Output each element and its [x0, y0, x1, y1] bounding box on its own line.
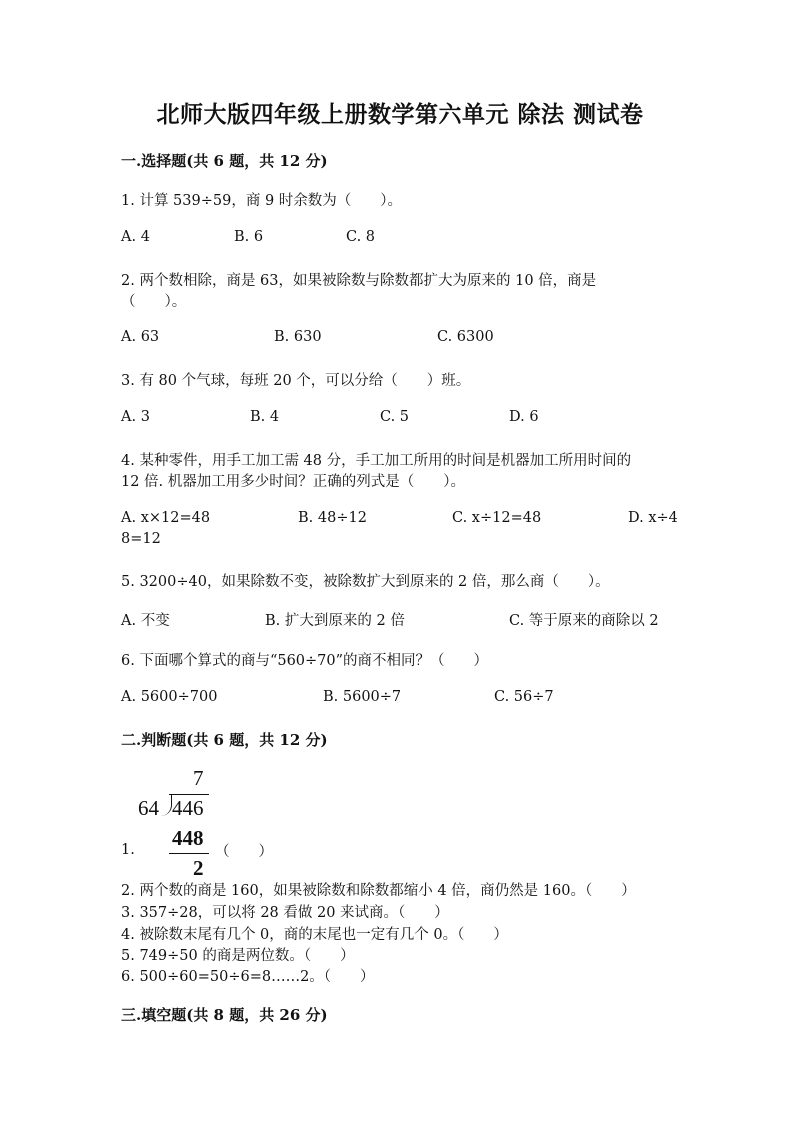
section-heading-true-false: 二.判断题(共 6 题，共 12 分) — [121, 731, 328, 749]
division-divisor: 64 — [138, 796, 159, 820]
division-bracket — [161, 794, 172, 816]
division-product: 448 — [172, 826, 204, 850]
tf-item-2: 2. 两个数的商是 160，如果被除数和除数都缩小 4 倍，商仍然是 160。（ ） — [121, 883, 636, 899]
question-1: 1. 计算 539÷59，商 9 时余数为（ ）。 — [121, 193, 403, 209]
q6-option-a: A. 5600÷700 — [121, 689, 218, 705]
q4-option-d-wrap: 8=12 — [121, 531, 161, 547]
question-4-line2: 12 倍. 机器加工用多少时间？正确的列式是（ ）。 — [121, 474, 466, 490]
question-6: 6. 下面哪个算式的商与“560÷70”的商不相同？（ ） — [121, 653, 489, 669]
question-2-line1: 2. 两个数相除，商是 63，如果被除数与除数都扩大为原来的 10 倍，商是 — [121, 273, 597, 289]
tf-item-4: 4. 被除数末尾有几个 0，商的末尾也一定有几个 0。（ ） — [121, 927, 508, 943]
q6-option-b: B. 5600÷7 — [323, 689, 402, 705]
q2-option-a: A. 63 — [121, 329, 160, 345]
q5-option-c: C. 等于原来的商除以 2 — [509, 613, 659, 629]
q4-option-c: C. x÷12=48 — [452, 510, 542, 526]
q5-option-a: A. 不变 — [121, 613, 170, 629]
q1-option-b: B. 6 — [234, 229, 264, 245]
division-bar — [169, 794, 209, 795]
tf-item-3: 3. 357÷28，可以将 28 看做 20 来试商。（ ） — [121, 905, 449, 921]
q4-option-b: B. 48÷12 — [298, 510, 367, 526]
division-underline — [169, 853, 209, 854]
section-heading-fill-blank: 三.填空题(共 8 题，共 26 分) — [121, 1006, 328, 1024]
q3-option-d: D. 6 — [509, 409, 539, 425]
division-quotient: 7 — [193, 766, 204, 790]
q5-option-b: B. 扩大到原来的 2 倍 — [265, 613, 405, 629]
division-remainder: 2 — [193, 856, 204, 880]
q3-option-a: A. 3 — [121, 409, 150, 425]
section-heading-choice: 一.选择题(共 6 题，共 12 分) — [121, 152, 328, 170]
long-division-figure — [135, 764, 235, 884]
tf-item-6: 6. 500÷60=50÷6=8……2。（ ） — [121, 969, 375, 985]
q4-option-a: A. x×12=48 — [121, 510, 211, 526]
question-4-line1: 4. 某种零件，用手工加工需 48 分，手工加工所用的时间是机器加工所用时间的 — [121, 453, 632, 469]
division-dividend: 446 — [172, 796, 204, 820]
question-5: 5. 3200÷40，如果除数不变，被除数扩大到原来的 2 倍，那么商（ ）。 — [121, 574, 610, 590]
q4-option-d: D. x÷4 — [628, 510, 678, 526]
tf-item-5: 5. 749÷50 的商是两位数。（ ） — [121, 948, 355, 964]
q1-option-c: C. 8 — [346, 229, 376, 245]
question-3: 3. 有 80 个气球，每班 20 个，可以分给（ ）班。 — [121, 373, 471, 389]
q3-option-b: B. 4 — [250, 409, 280, 425]
q6-option-c: C. 56÷7 — [494, 689, 554, 705]
tf-item-1-paren: （ ） — [215, 844, 273, 860]
question-2-line2: （ ）。 — [121, 294, 187, 310]
q2-option-c: C. 6300 — [437, 329, 494, 345]
q3-option-c: C. 5 — [380, 409, 410, 425]
q2-option-b: B. 630 — [274, 329, 322, 345]
page-title: 北师大版四年级上册数学第六单元 除法 测试卷 — [156, 101, 644, 128]
tf-item-1-number: 1. — [121, 842, 135, 858]
q1-option-a: A. 4 — [121, 229, 150, 245]
